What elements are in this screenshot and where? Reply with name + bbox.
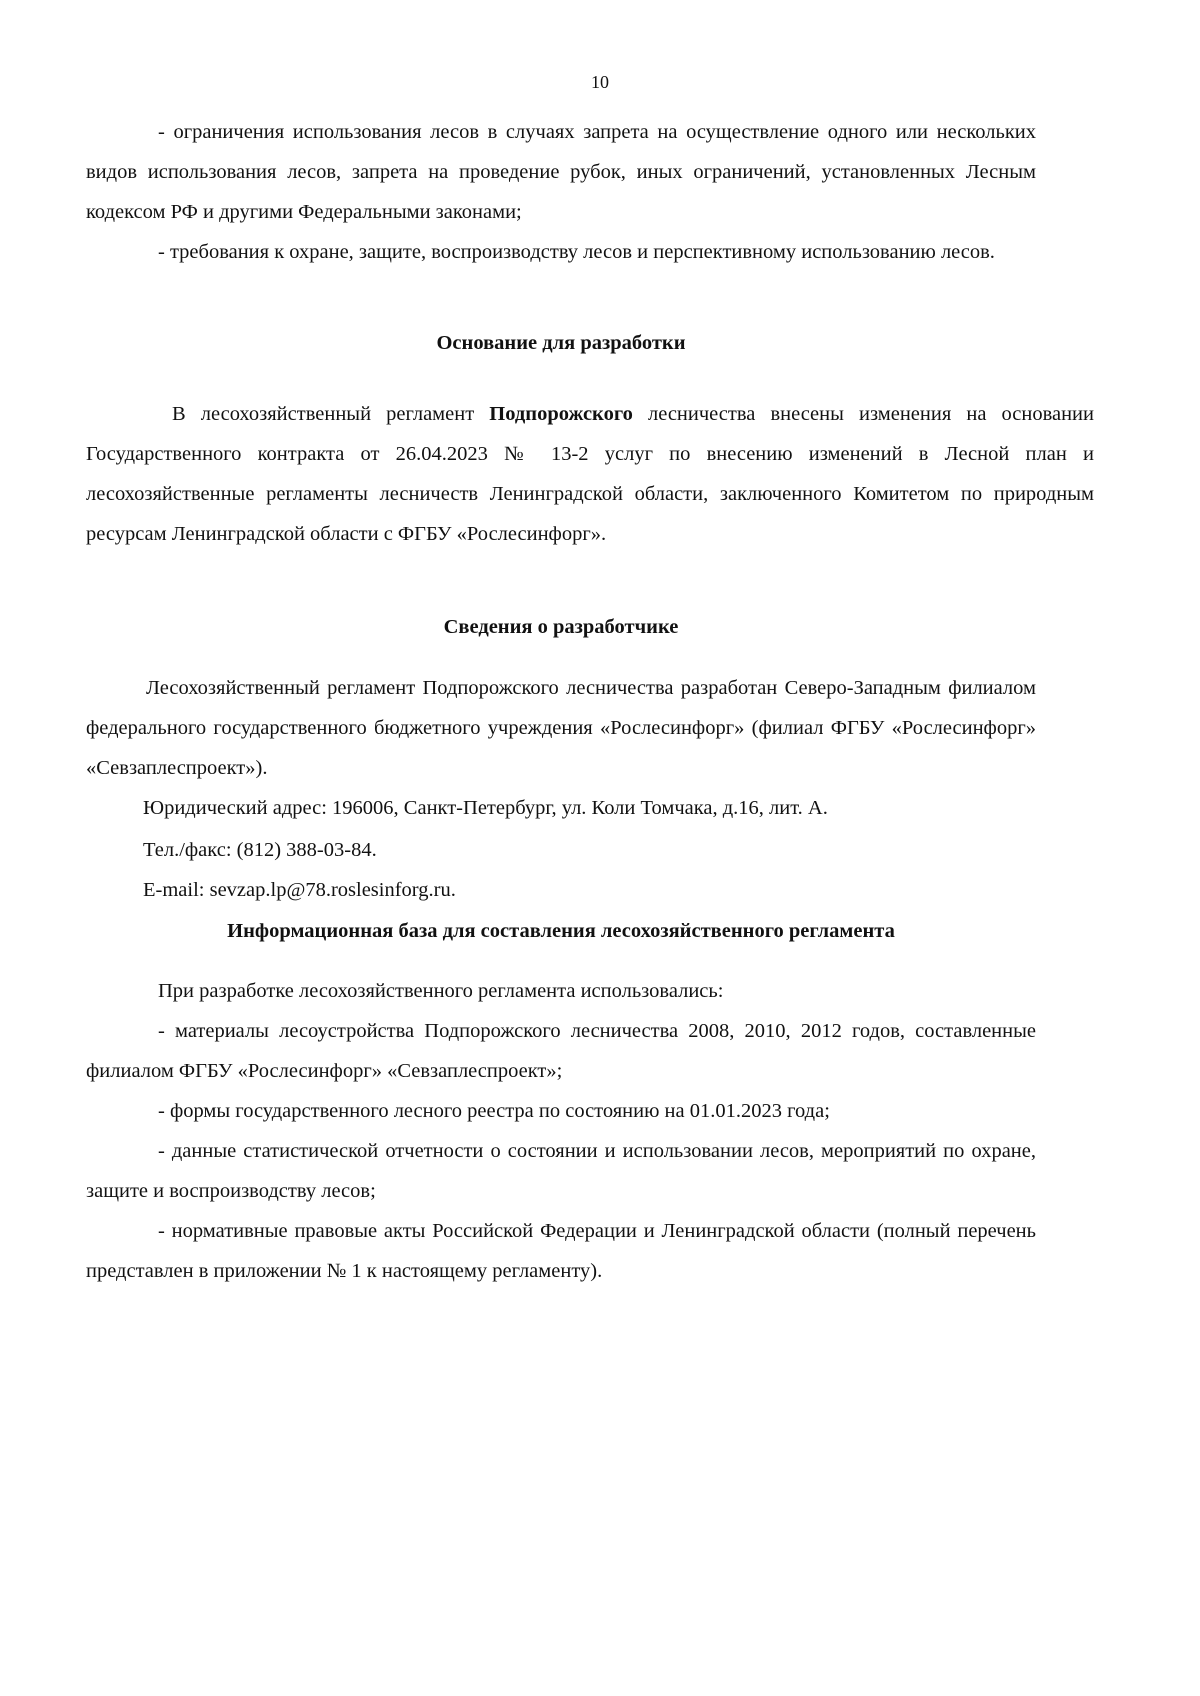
basis-text-start: В лесохозяйственный регламент	[172, 403, 490, 425]
requirements-item: - требования к охране, защите, воспроизводству лесов и перспективному использованию лесов.	[158, 241, 995, 263]
page-number: 10	[591, 72, 609, 92]
info-base-item-legal-acts: - нормативные правовые акты Российской Федерации и Ленинградской области (полный перечень представлен в приложении № 1 к настоящему регламенту).	[86, 1220, 1036, 1282]
developer-address: Юридический адрес: 196006, Санкт-Петербург, ул. Коли Томчака, д.16, лит. А.	[143, 797, 828, 819]
info-base-heading: Информационная база для составления лесохозяйственного регламента	[227, 920, 895, 942]
info-base-item-materials: - материалы лесоустройства Подпорожского лесничества 2008, 2010, 2012 годов, составленные филиалом ФГБУ «Рослесинфорг» «Севзаплеспроект»;	[86, 1020, 1036, 1082]
info-base-item-statistics: - данные статистической отчетности о состоянии и использовании лесов, мероприятий по охране, защите и воспроизводству лесов;	[86, 1140, 1036, 1202]
restrictions-item: - ограничения использования лесов в случаях запрета на осуществление одного или нескольких видов использования лесов, запрета на проведение рубок, иных ограничений, установленных Лесным кодексом РФ и другими Федеральными законами;	[86, 121, 1036, 223]
developer-paragraph: Лесохозяйственный регламент Подпорожского лесничества разработан Северо-Западным филиалом федерального государственного бюджетного учреждения «Рослесинфорг» (филиал ФГБУ «Рослесинфорг» «Севзаплеспроект»).	[86, 677, 1036, 779]
basis-forestry-name: Подпорожского	[489, 403, 633, 425]
developer-phone: Тел./факс: (812) 388-03-84.	[143, 839, 377, 861]
developer-heading: Сведения о разработчике	[443, 616, 679, 638]
info-base-item-registry: - формы государственного лесного реестра по состоянию на 01.01.2023 года;	[158, 1100, 830, 1122]
developer-email: E-mail: sevzap.lp@78.roslesinforg.ru.	[143, 879, 456, 901]
basis-heading: Основание для разработки	[436, 332, 686, 354]
basis-text-end: лесничества внесены изменения на основании Государственного контракта от 26.04.2023 № 13-2 услуг по внесению изменений в Лесной план и лесохозяйственные регламенты лесничеств Ленинградской области, заключенного Комитетом по природным ресурсам Ленинградской области с ФГБУ «Рослесинфорг».	[86, 403, 1095, 545]
info-base-intro: При разработке лесохозяйственного регламента использовались:	[158, 980, 724, 1002]
basis-paragraph	[86, 394, 1094, 554]
